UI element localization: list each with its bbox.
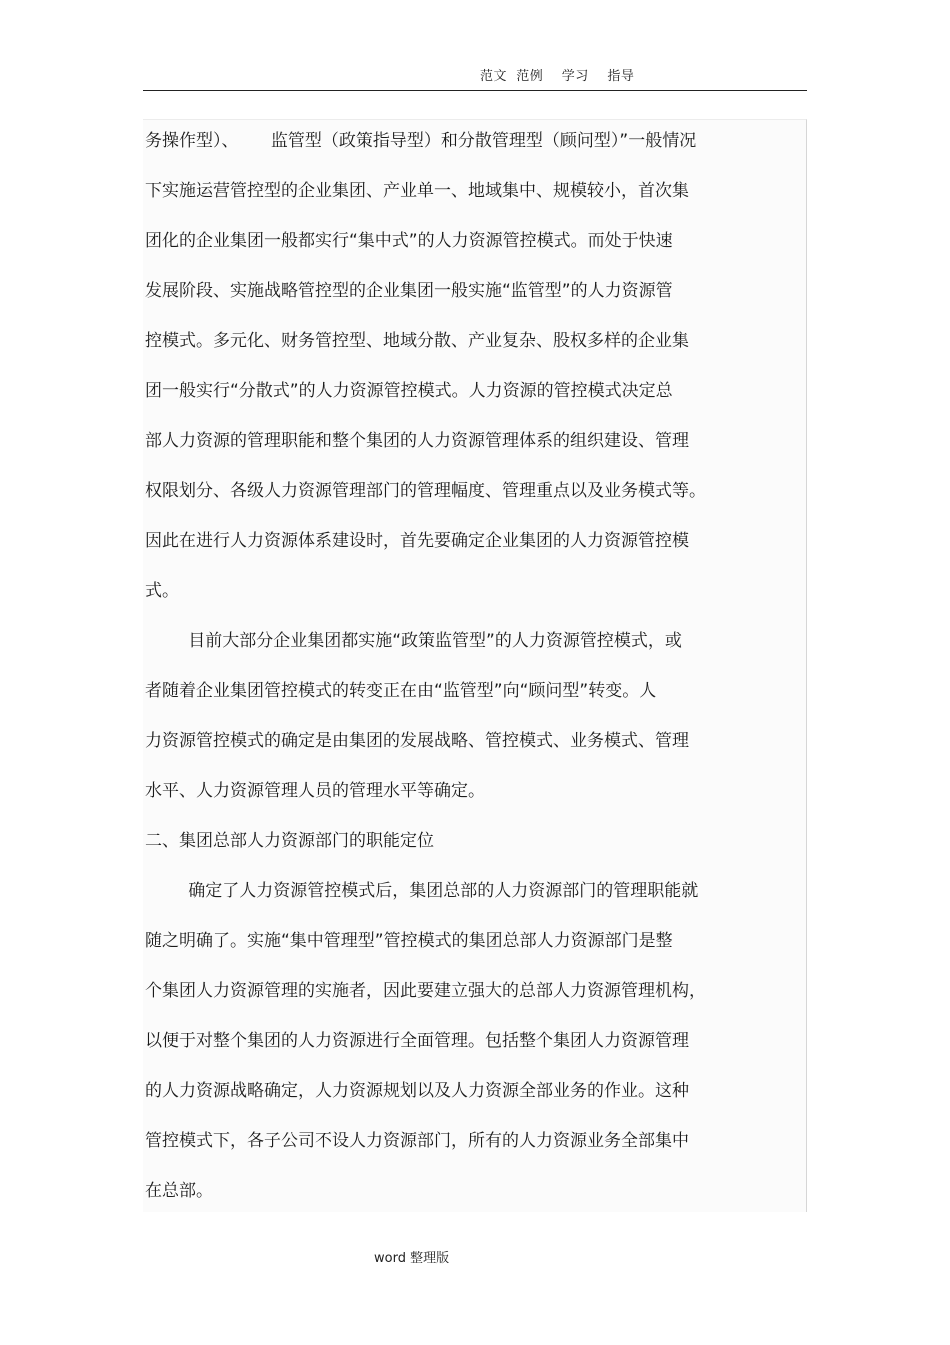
page-footer: word 整理版 — [374, 1251, 450, 1266]
text-line: 的人力资源战略确定，人力资源规划以及人力资源全部业务的作业。这种 — [145, 1081, 689, 1101]
text-line: 部人力资源的管理职能和整个集团的人力资源管理体系的组织建设、管理 — [145, 431, 689, 451]
text-line: 个集团人力资源管理的实施者，因此要建立强大的总部人力资源管理机构， — [145, 981, 706, 1001]
header-text: 范文 范例 学习 指导 — [480, 69, 635, 84]
text-line: 权限划分、各级人力资源管理部门的管理幅度、管理重点以及业务模式等。 — [145, 481, 706, 501]
text-line: 管控模式下，各子公司不设人力资源部门，所有的人力资源业务全部集中 — [145, 1131, 689, 1151]
text-line: 因此在进行人力资源体系建设时，首先要确定企业集团的人力资源管控模 — [145, 531, 689, 551]
text-line: 者随着企业集团管控模式的转变正在由“监管型”向“顾问型”转变。人 — [145, 681, 657, 701]
text-line: 在总部。 — [145, 1181, 213, 1201]
text-line: 随之明确了。实施“集中管理型”管控模式的集团总部人力资源部门是整 — [145, 931, 673, 951]
text-line: 团一般实行“分散式”的人力资源管控模式。人力资源的管控模式决定总 — [145, 381, 673, 401]
text-line: 力资源管控模式的确定是由集团的发展战略、管控模式、业务模式、管理 — [145, 731, 689, 751]
text-line: 确定了人力资源管控模式后，集团总部的人力资源部门的管理职能就 — [145, 881, 699, 901]
text-line: 以便于对整个集团的人力资源进行全面管理。包括整个集团人力资源管理 — [145, 1031, 689, 1051]
text-line: 下实施运营管控型的企业集团、产业单一、地域集中、规模较小，首次集 — [145, 181, 689, 201]
text-line: 水平、人力资源管理人员的管理水平等确定。 — [145, 781, 485, 801]
text-line: 式。 — [145, 581, 179, 601]
text-line: 务操作型）、 监管型（政策指导型）和分散管理型（顾问型）”一般情况 — [145, 131, 697, 151]
text-line: 发展阶段、实施战略管控型的企业集团一般实施“监管型”的人力资源管 — [145, 281, 673, 301]
page-header — [0, 68, 950, 88]
text-line: 团化的企业集团一般都实行“集中式”的人力资源管控模式。而处于快速 — [145, 231, 673, 251]
text-line: 目前大部分企业集团都实施“政策监管型”的人力资源管控模式，或 — [145, 631, 682, 651]
text-line: 控模式。多元化、财务管控型、地域分散、产业复杂、股权多样的企业集 — [145, 331, 689, 351]
header-rule — [143, 90, 807, 91]
section-heading: 二、集团总部人力资源部门的职能定位 — [145, 831, 434, 851]
